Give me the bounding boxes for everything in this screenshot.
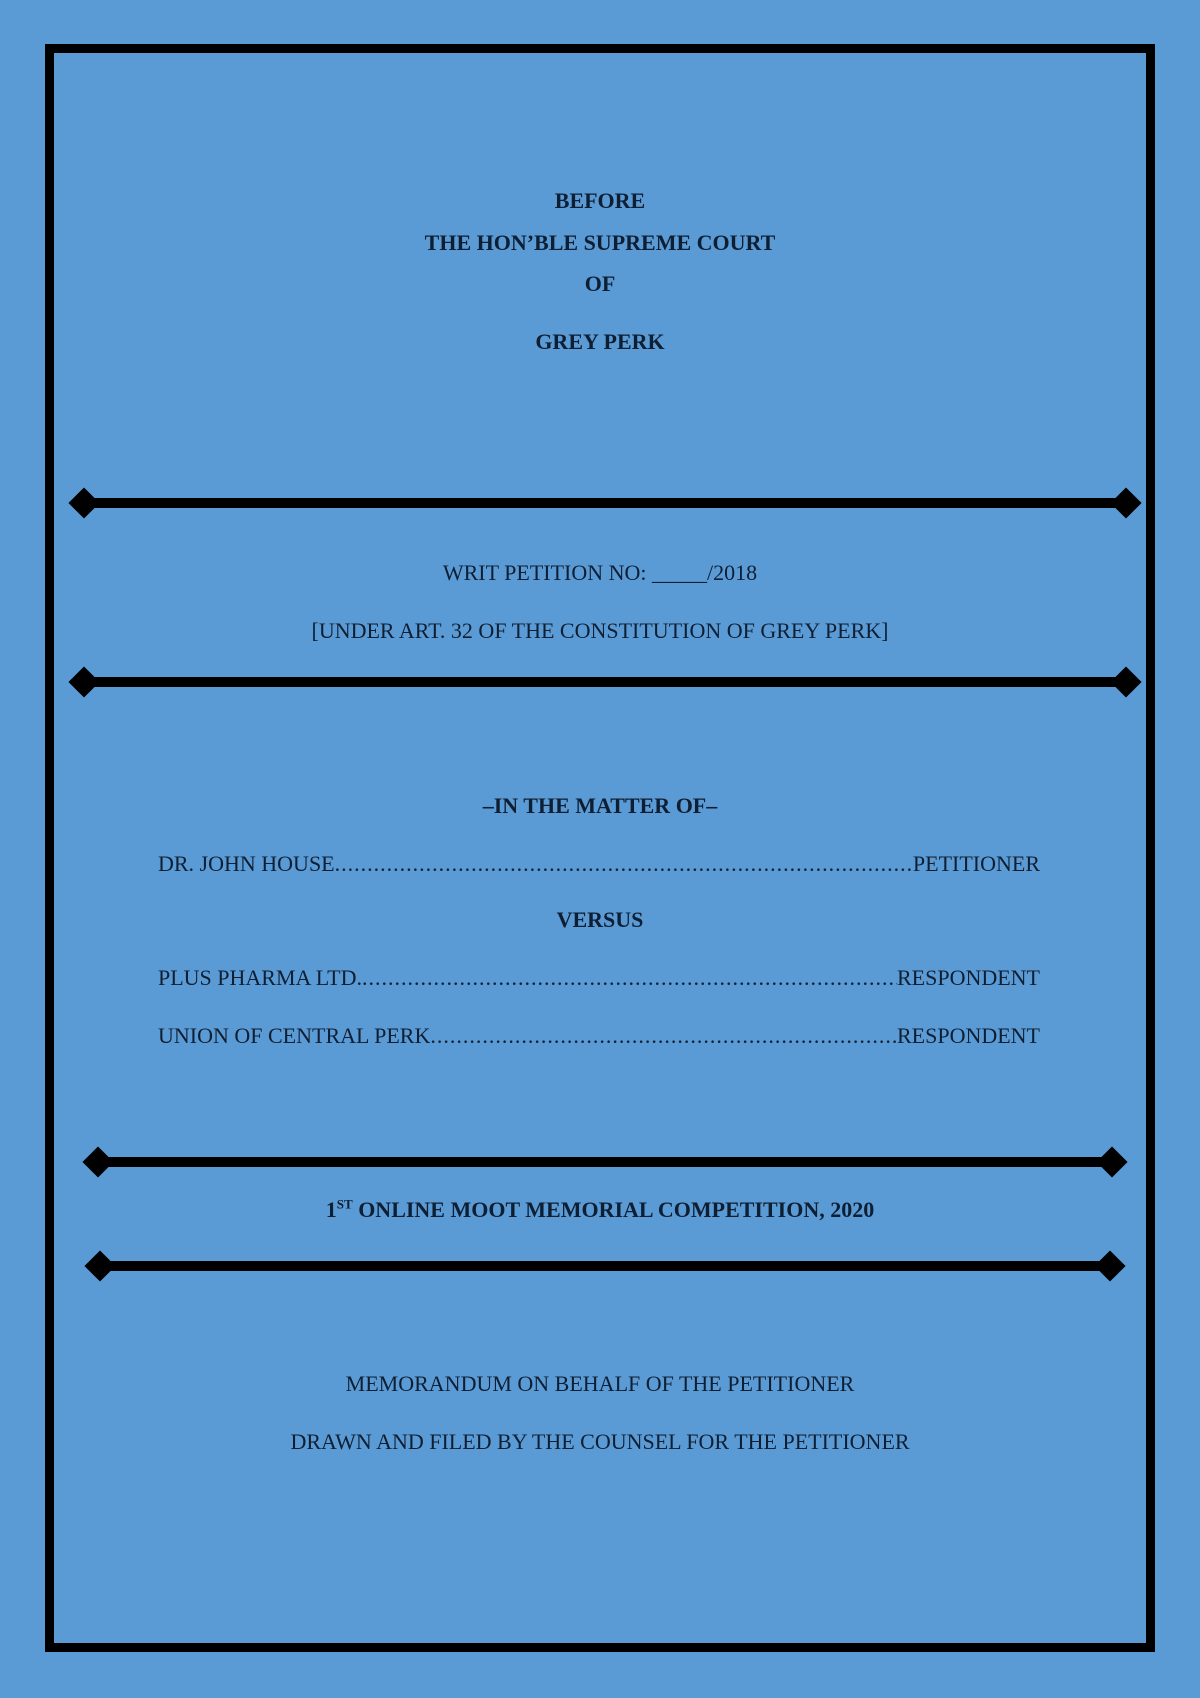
petitioner-role: PETITIONER <box>912 851 1040 876</box>
constitution-article: [UNDER ART. 32 OF THE CONSTITUTION OF GREY PERK] <box>311 618 889 643</box>
versus-label: VERSUS <box>556 907 644 932</box>
respondent-row <box>158 964 1040 992</box>
writ-petition-number: WRIT PETITION NO: _____/2018 <box>442 560 758 585</box>
divider-rule-4 <box>100 1261 1110 1271</box>
petitioner-row <box>158 850 1040 878</box>
respondent-role: RESPONDENT <box>896 1023 1040 1048</box>
respondent-role: RESPONDENT <box>896 965 1040 990</box>
divider-rule-1 <box>84 498 1126 508</box>
competition-name: ONLINE MOOT MEMORIAL COMPETITION, 2020 <box>358 1197 875 1222</box>
leader-dots <box>430 1022 897 1050</box>
court-name: THE HON’BLE SUPREME COURT <box>424 230 776 255</box>
competition-title <box>0 1196 1200 1224</box>
respondent-name: UNION OF CENTRAL PERK <box>158 1023 431 1048</box>
petitioner-name: DR. JOHN HOUSE <box>158 851 335 876</box>
respondent-row <box>158 1022 1040 1050</box>
of-label: OF <box>584 271 616 296</box>
memorandum-filed-by: DRAWN AND FILED BY THE COUNSEL FOR THE PETITIONER <box>290 1429 910 1454</box>
competition-ordinal-suffix: ST <box>336 1196 353 1212</box>
respondent-name: PLUS PHARMA LTD. <box>158 965 362 990</box>
memorandum-title: MEMORANDUM ON BEHALF OF THE PETITIONER <box>345 1371 855 1396</box>
before-label: BEFORE <box>554 188 646 213</box>
competition-ordinal: 1 <box>325 1197 337 1222</box>
country-name: GREY PERK <box>535 329 665 354</box>
leader-dots <box>335 850 913 878</box>
leader-dots <box>362 964 897 992</box>
divider-rule-2 <box>84 677 1126 687</box>
matter-heading: –IN THE MATTER OF– <box>482 793 718 818</box>
divider-rule-3 <box>98 1157 1112 1167</box>
